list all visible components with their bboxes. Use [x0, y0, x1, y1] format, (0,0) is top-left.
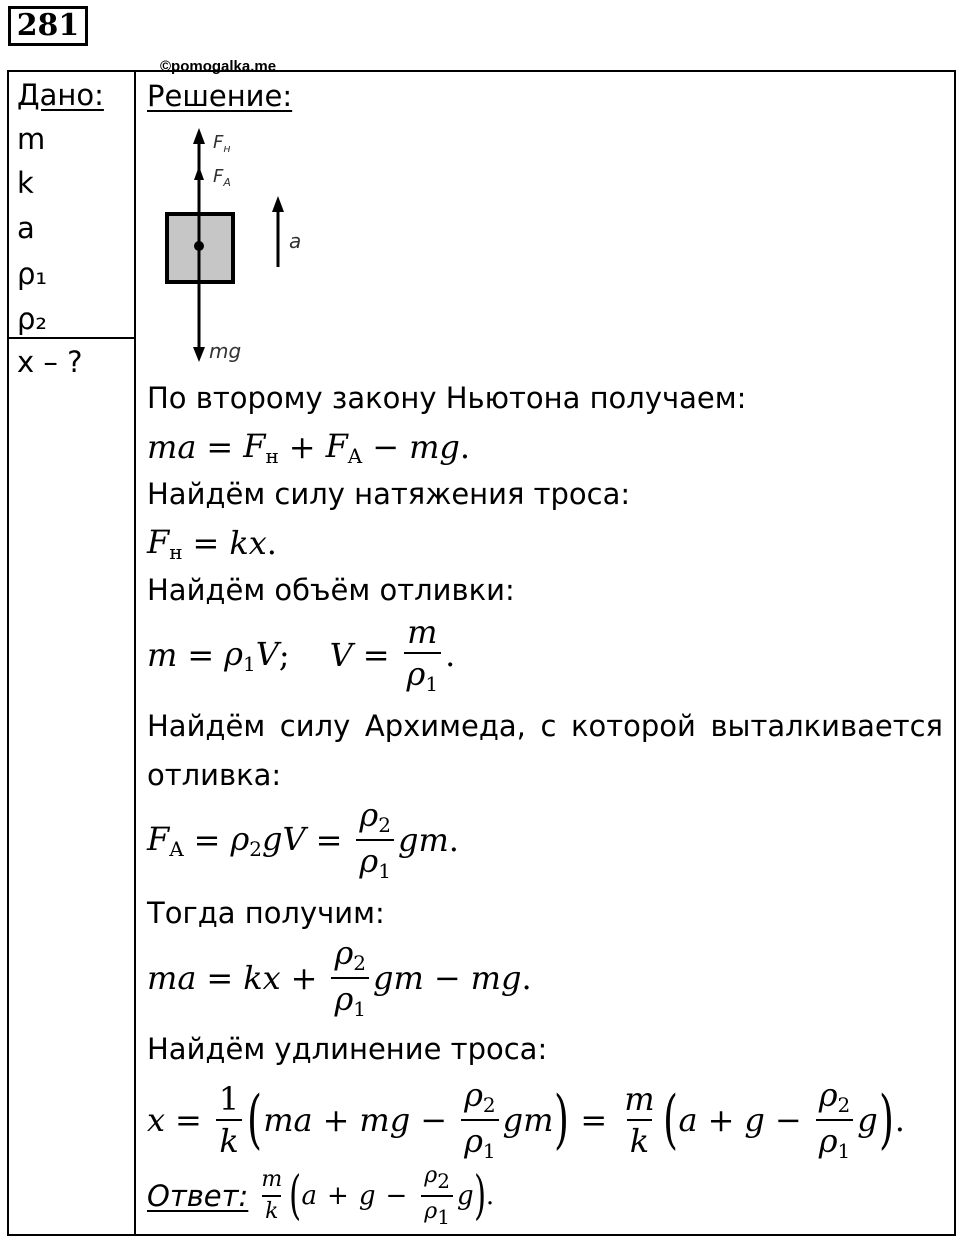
equation-newton: ma = $F_н$ + $F_A$ − mg .: [147, 426, 471, 468]
equation-combined: ma = kx + $\frac{\rho_2}{\rho_1}$ gm − mg .: [147, 934, 532, 1021]
text-newton: По второму закону Ньютона получаем:: [147, 381, 747, 415]
given-divider: [7, 337, 136, 339]
problem-number: 281: [8, 6, 88, 46]
answer: Ответ: $\frac{m}{k}$ ( a + g − $\frac{\rho_2}{\rho_1}$ g ) .: [147, 1163, 495, 1229]
text-volume: Найдём объём отливки:: [147, 573, 515, 607]
text-tension: Найдём силу натяжения троса:: [147, 477, 631, 511]
label-fa: $F_A$: [213, 166, 231, 189]
force-diagram: [155, 122, 315, 367]
given-item-a: a: [17, 211, 35, 245]
given-header: Дано:: [17, 78, 104, 112]
text-archimedes: Найдём силу Архимеда, с которой выталкивается: [147, 709, 943, 743]
equation-volume: m = $\rho_1V$ ; V = $\frac{m}{\rho_1}$ .: [147, 613, 456, 696]
given-item-rho1: ρ₁: [17, 257, 48, 291]
watermark: ©pomogalka.me: [160, 58, 277, 75]
solution-header: Решение:: [147, 79, 293, 113]
find-x: x – ?: [17, 345, 83, 379]
text-archimedes-cont: отливка:: [147, 758, 282, 792]
given-item-m: m: [17, 122, 46, 156]
label-a: a: [289, 229, 302, 253]
given-item-k: k: [17, 166, 34, 200]
answer-label: Ответ:: [147, 1179, 249, 1213]
column-divider: [134, 70, 136, 1236]
equation-archimedes: $F_A$ = $\rho_2gV$ = $\frac{\rho_2}{\rho_1}$ gm .: [147, 796, 459, 883]
label-fn: $F_н$: [213, 132, 231, 155]
equation-tension: $F_н$ = kx .: [147, 522, 277, 564]
label-mg: mg: [209, 339, 242, 363]
given-item-rho2: ρ₂: [17, 302, 48, 336]
text-then: Тогда получим:: [147, 896, 385, 930]
equation-elongation: x = $\frac{1}{k}$ ( ma + mg − $\frac{\rho_2}{\rho_1}$ gm ) = $\frac{m}{k}$ ( a + g − $\frac{\rho_2}{\rho_1}$ g ) .: [147, 1076, 905, 1163]
text-elongation: Найдём удлинение троса:: [147, 1032, 548, 1066]
